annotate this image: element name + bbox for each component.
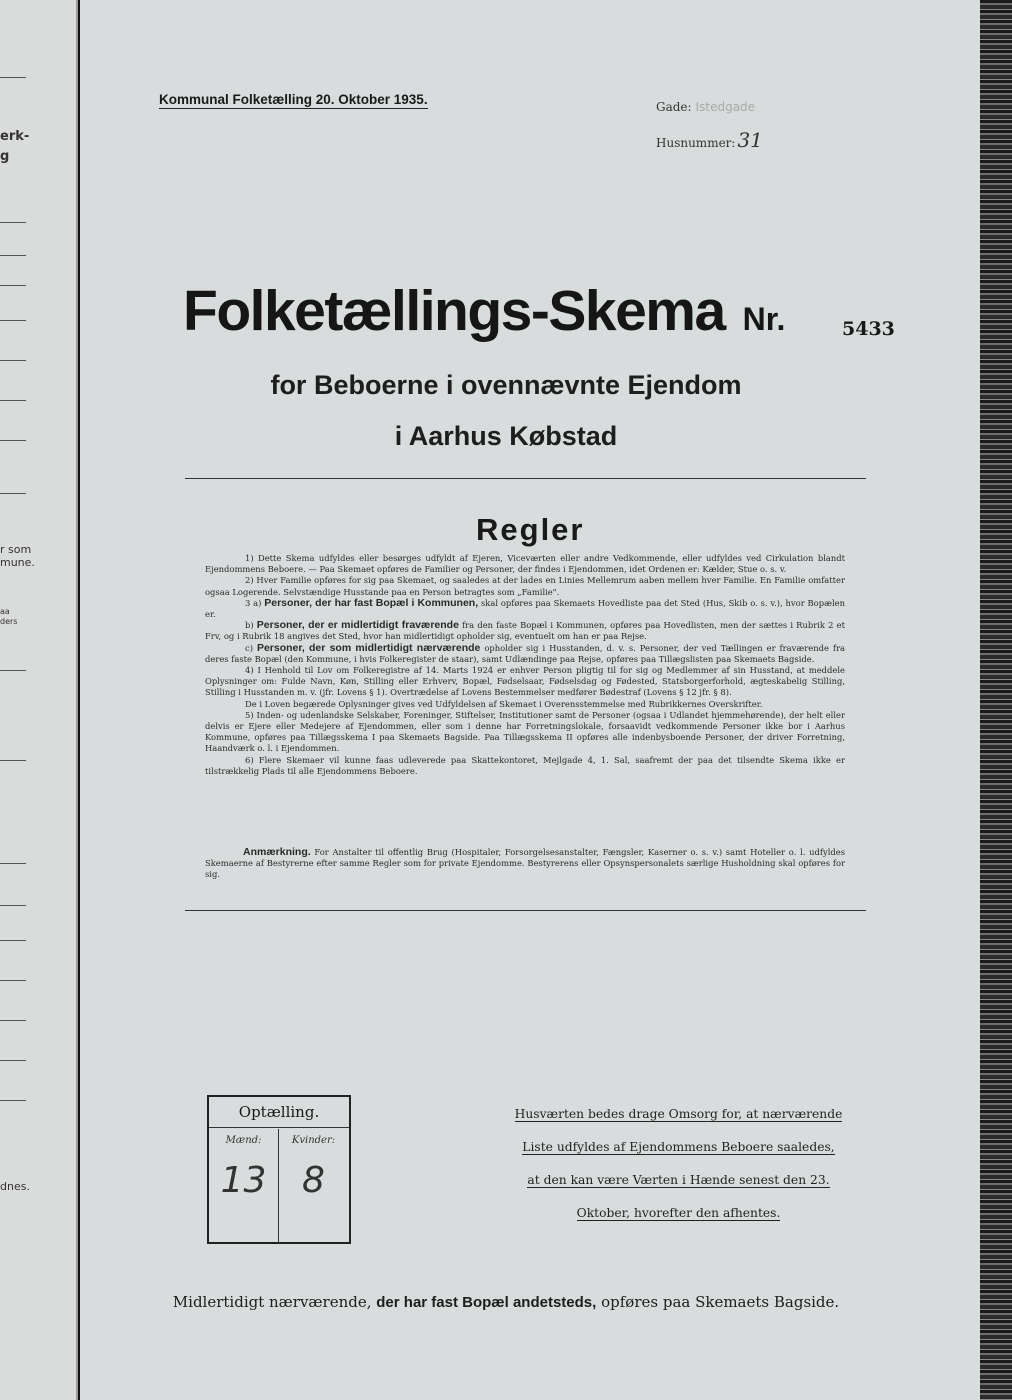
subtitle-1: for Beboerne i ovennævnte Ejendom [270,370,742,400]
men-count: 13 [220,1160,267,1201]
rule-4b: De i Loven begærede Oplysninger gives ved Udfyldelsen af Skemaet i Overensstemmelse med Rubrikkernes Overskrifter. [245,698,763,709]
form-title-main: Folketællings-Skema [183,279,725,343]
form-title [183,278,785,344]
footer-bold: der har fast Bopæl andetsteds, [376,1294,597,1311]
note-label: Anmærkning. [243,846,311,858]
divider [0,940,26,941]
divider [0,360,26,361]
house-number-label: Husnummer: [656,136,736,150]
notice-line: at den kan være Værten i Hænde senest den 23. [527,1173,830,1187]
fragment-text: aa [0,607,10,616]
rule-3b: b) Personer, der er midlertidigt fraværende fra den faste Bopæl i Kommunen, opføres paa Hovedlisten, men der sættes i Rubrik 2 et Frv, og i Rubrik 18 angives det Sted, hvor han midlertidigt opholder sig, eventuelt om han er paa Rejse. [205,619,845,642]
rule-5: 5) Inden- og udenlandske Selskaber, Foreninger, Stiftelser, Institutioner samt de Personer (ogsaa i Udlandet hjemmehørende), der helt eller delvis er Ejere eller Medejere af Ejendommen, eller som i denne har Forretningslokale, forsaavidt vedkommende Personer ikke bor i Aarhus Kommune, opføres paa Tillægsskema I paa Skemaets Bagside. Paa Tillægsskema II opføres alle indenbysboende Personer, der driver Forretning, Haandværk o. l. i Ejendommen. [205,709,845,754]
divider [0,905,26,906]
divider [0,980,26,981]
form-number: 5433 [842,318,895,340]
divider [0,1100,26,1101]
divider [0,760,26,761]
census-header: Kommunal Folketælling 20. Oktober 1935. [159,92,428,107]
street-value: Istedgade [695,100,756,114]
rule-3a: 3 a) Personer, der har fast Bopæl i Kommunen, skal opføres paa Skemaets Hovedliste paa det Sted (Hus, Skib o. s. v.), hvor Bopælen er. [205,596,845,620]
women-column [279,1129,348,1242]
divider [0,493,26,494]
house-number-value: 31 [737,128,763,152]
fragment-text: ders [0,617,18,626]
nr-label: Nr. [742,301,786,337]
note-text: For Anstalter til offentlig Brug (Hospitaler, Forsorgelsesanstalter, Fængsler, Kaserner o. s. v.) samt Hoteller o. l. udfyldes Skemaerne af Bestyrerne efter samme Regler som for private Ejendomme. Bestyrerens eller Opsynspersonalets særlige Husholdning skal opføres for sig. [205,847,845,880]
rule-3c: c) Personer, der som midlertidigt nærværende opholder sig i Husstanden, d. v. s. Personer, der ved Tællingen er fraværende fra deres faste Bopæl (den Kommune, i hvis Folkeregister de staar), samt Udlændinge paa Rejse, opføres paa Tillægslisten paa Skemaets Bagside. [205,641,845,664]
footer-post: opføres paa Skemaets Bagside. [601,1293,840,1311]
fragment-text: r som [0,543,32,556]
street-field [656,100,755,114]
men-column [209,1129,279,1242]
fragment-text: mune. [0,556,35,569]
men-label: Mænd: [225,1135,262,1146]
rule-6: 6) Flere Skemaer vil kunne faas udleverede paa Skattekontoret, Mejlgade 4, 1. Sal, saafremt der paa det tilsendte Skema ikke er tilstrækkelig Plads til alle Ejendommens Beboere. [205,754,845,776]
women-count: 8 [302,1160,325,1201]
count-box [207,1095,351,1244]
women-label: Kvinder: [291,1135,336,1146]
rules-heading: Regler [476,512,585,547]
divider [0,320,26,321]
fragment-text: g [0,149,10,164]
divider [0,863,26,864]
divider [0,285,26,286]
notice-line: Oktober, hvorefter den afhentes. [576,1206,781,1220]
fragment-text: dnes. [0,1180,30,1193]
divider [0,1060,26,1061]
divider [0,1020,26,1021]
divider [0,255,26,256]
house-number-field [656,128,763,152]
rules-text [205,553,845,777]
street-label: Gade: [656,100,692,114]
rule-4: 4) I Henhold til Lov om Folkeregistre af 14. Marts 1924 er enhver Person pligtig til for sig og Medlemmer af sin Husstand, at meddele Oplysninger om: Fulde Navn, Køn, Stilling eller Erhverv, Bopæl, Fødselsaar, Fødselsdag og Fødested, Statsborgerforhold, ægteskabelig Stilling, Stilling i Husstanden m. v. (jfr. Lovens § 1). Overtrædelse af Lovens Bestemmelser medfører Bødestraf (Lovens § 12 jfr. § 8). [205,665,845,698]
divider [0,222,26,223]
rule-2: 2) Hver Familie opføres for sig paa Skemaet, og saaledes at der lades en Linies Mellemrum aaben mellem hver Familie. En Familie omfatter ogsaa Logerende. Selvstændige Husstande paa en Person betragtes som „Familie". [205,575,845,597]
book-binding [980,0,1012,1400]
divider [0,670,26,671]
divider [185,910,866,911]
rule-1: 1) Dette Skema udfyldes eller besørges udfyldt af Ejeren, Viceværten eller andre Vedkommende, eller udfyldes ved Cirkulation blandt Ejendommens Beboere. — Paa Skemaet opføres de Familier og Personer, der findes i Ejendommen, idet Ordenen er: Kælder, Stue o. s. v. [205,553,845,575]
divider [0,77,26,78]
footer-pre: Midlertidigt nærværende, [172,1293,372,1311]
footer-note [0,1293,1012,1311]
notice-line: Liste udfyldes af Ejendommens Beboere saaledes, [522,1140,835,1154]
fragment-text: erk- [0,129,30,144]
subtitle-2: i Aarhus Købstad [394,421,618,451]
notice-line: Husværten bedes drage Omsorg for, at nærværende [514,1107,843,1121]
landlord-notice [511,1098,846,1230]
note [205,847,845,881]
divider [185,478,866,479]
adjacent-page-edge [0,0,78,1400]
count-box-title: Optælling. [209,1097,349,1128]
